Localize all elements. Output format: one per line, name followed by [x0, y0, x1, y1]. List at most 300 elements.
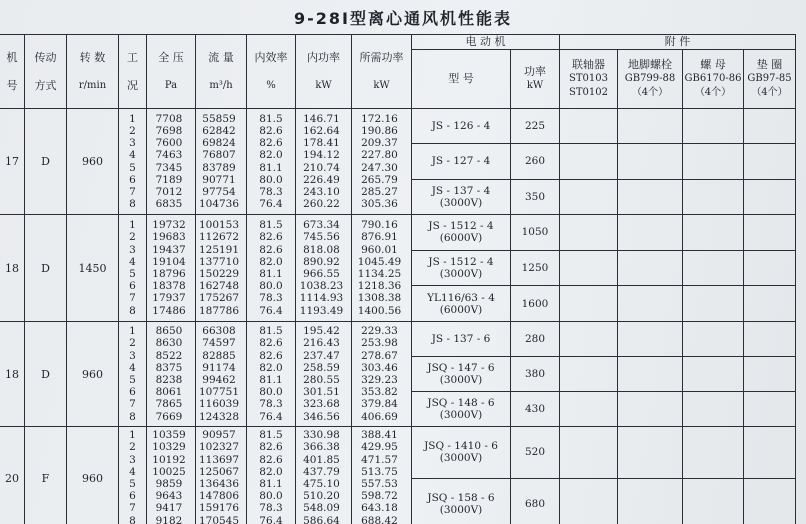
cell-value: 3 — [129, 137, 136, 150]
coupling-cell — [560, 215, 618, 322]
cell-value: 100153 — [198, 219, 240, 232]
cell-value: 10025 — [152, 465, 186, 478]
machine-number: 17 — [0, 109, 25, 215]
cell-value: 19732 — [152, 219, 186, 232]
rotation-speed: 960 — [67, 322, 119, 427]
cell-value: 102327 — [198, 441, 240, 454]
motor-row — [412, 215, 559, 251]
cell-value: 258.59 — [303, 361, 340, 374]
accessory-blank — [744, 109, 795, 144]
cell-value: 1 — [129, 112, 136, 125]
motor-model — [412, 479, 511, 524]
cell-value: 162748 — [198, 280, 240, 293]
cell-value: 78.3 — [259, 398, 283, 411]
cell-value: 8375 — [155, 361, 183, 374]
cell-value: 280.55 — [303, 374, 340, 386]
cell-value: 7189 — [155, 173, 183, 186]
cell-value: 99462 — [202, 374, 236, 386]
accessory-blank — [560, 109, 617, 144]
cell-value: 5 — [129, 161, 136, 174]
motor-power: 380 — [524, 368, 546, 380]
cell-value: 6835 — [155, 198, 183, 211]
efficiency-list — [247, 427, 296, 524]
cell-value: 81.1 — [259, 374, 283, 386]
cell-value: 137710 — [198, 255, 240, 268]
header-motor-power: 功率 kW — [524, 65, 546, 91]
cell-value: 1 — [129, 325, 136, 338]
inner-power-list — [296, 109, 352, 215]
header-efficiency: 内效率 % — [247, 35, 296, 109]
cell-value: 673.34 — [303, 219, 340, 232]
cell-value: 7 — [129, 398, 136, 411]
cell-value: 209.37 — [361, 137, 398, 150]
washer-cell — [744, 322, 796, 427]
condition-list — [119, 109, 147, 215]
rotation-speed: 1450 — [67, 215, 119, 322]
cell-value: 1218.36 — [357, 280, 402, 293]
accessory-blank — [560, 286, 617, 321]
cell-value: 243.10 — [303, 185, 340, 198]
motor-model — [412, 427, 511, 478]
drive-type: F — [25, 427, 67, 524]
motor-row — [412, 109, 559, 144]
motor-model — [412, 392, 511, 426]
accessory-blank — [683, 286, 743, 321]
motor-row — [412, 392, 559, 426]
coupling-cell — [560, 322, 618, 427]
cell-value: 82.6 — [259, 231, 283, 244]
cell-value: 260.22 — [303, 198, 340, 211]
cell-value: 159176 — [198, 502, 240, 515]
motor-power: 520 — [524, 446, 546, 459]
motor-power: 430 — [524, 403, 546, 415]
cell-value: 210.74 — [303, 161, 340, 174]
motor-voltage: (6000V) — [439, 303, 483, 316]
cell-value: 429.95 — [361, 441, 398, 454]
cell-value: 125067 — [198, 465, 240, 478]
motor-model-name: JSQ - 158 - 6 — [427, 491, 495, 504]
cell-value: 18378 — [152, 280, 186, 293]
cell-value: 10359 — [152, 429, 186, 442]
cell-value: 7865 — [155, 398, 183, 411]
cell-value: 237.47 — [303, 349, 340, 362]
cell-value: 8 — [129, 410, 136, 423]
motor-model-name: JS - 126 - 4 — [431, 120, 491, 133]
cell-value: 81.5 — [259, 325, 283, 338]
cell-value: 330.98 — [303, 429, 340, 442]
cell-value: 8650 — [155, 325, 183, 338]
accessory-blank — [744, 180, 795, 214]
table-row — [0, 427, 796, 524]
cell-value: 91174 — [202, 361, 236, 374]
cell-value: 104736 — [198, 198, 240, 211]
cell-value: 78.3 — [259, 185, 283, 198]
motor-voltage: (3000V) — [439, 503, 483, 516]
accessory-blank — [618, 180, 682, 214]
header-condition: 工 况 — [119, 35, 147, 109]
cell-value: 55859 — [202, 112, 236, 125]
cell-value: 125191 — [198, 243, 240, 256]
cell-value: 305.36 — [361, 198, 398, 211]
cell-value: 82.0 — [259, 149, 283, 162]
pressure-list — [147, 427, 196, 524]
cell-value: 7669 — [155, 410, 183, 423]
machine-number: 20 — [0, 427, 25, 524]
cell-value: 3 — [129, 453, 136, 466]
flow-list — [196, 109, 247, 215]
performance-table — [0, 34, 796, 524]
cell-value: 5 — [129, 374, 136, 386]
accessory-blank — [744, 286, 795, 321]
cell-value: 8 — [129, 514, 136, 524]
cell-value: 7012 — [155, 185, 183, 198]
motor-row — [412, 357, 559, 392]
cell-value: 8 — [129, 198, 136, 211]
cell-value: 1400.56 — [357, 304, 402, 317]
cell-value: 162.64 — [303, 124, 340, 137]
motor-power: 280 — [524, 333, 546, 345]
accessory-blank — [560, 357, 617, 392]
cell-value: 876.91 — [361, 231, 398, 244]
accessory-blank — [618, 286, 682, 321]
cell-value: 8630 — [155, 337, 183, 350]
cell-value: 82.0 — [259, 361, 283, 374]
accessory-blank — [560, 479, 617, 524]
header-flow: 流 量 m³/h — [196, 35, 247, 109]
condition-list — [119, 427, 147, 524]
motor-power: 260 — [524, 155, 546, 168]
cell-value: 136436 — [198, 478, 240, 490]
condition-list — [119, 215, 147, 322]
cell-value: 112672 — [198, 231, 240, 244]
nut-cell — [683, 427, 744, 524]
cell-value: 643.18 — [361, 502, 398, 515]
inner-power-list — [296, 427, 352, 524]
cell-value: 2 — [129, 124, 136, 137]
accessory-blank — [618, 322, 682, 357]
cell-value: 586.64 — [303, 514, 340, 524]
cell-value: 216.43 — [303, 337, 340, 350]
motor-cell — [412, 215, 560, 322]
header-required-power: 所需功率 kW — [352, 35, 412, 109]
cell-value: 4 — [129, 149, 136, 162]
cell-value: 90771 — [202, 173, 236, 186]
cell-value: 471.57 — [361, 453, 398, 466]
cell-value: 66308 — [202, 325, 236, 338]
cell-value: 406.69 — [361, 410, 398, 423]
cell-value: 76807 — [202, 149, 236, 162]
cell-value: 6 — [129, 490, 136, 503]
motor-model — [412, 357, 511, 391]
cell-value: 7463 — [155, 149, 183, 162]
motor-row — [412, 180, 559, 214]
cell-value: 82.6 — [259, 124, 283, 137]
motor-model-name: JSQ - 148 - 6 — [427, 397, 495, 409]
cell-value: 9859 — [155, 478, 183, 490]
accessory-blank — [744, 322, 795, 357]
cell-value: 278.67 — [361, 349, 398, 362]
inner-power-list — [296, 322, 352, 427]
cell-value: 82.6 — [259, 337, 283, 350]
pressure-list — [147, 109, 196, 215]
table-body — [0, 109, 796, 524]
cell-value: 4 — [129, 255, 136, 268]
cell-value: 6 — [129, 173, 136, 186]
cell-value: 195.42 — [303, 325, 340, 338]
motor-model-name: JS - 1512 - 4 — [428, 256, 494, 268]
accessory-blank — [744, 427, 795, 479]
header-anchor-bolt: 地脚螺栓 GB799-88 （4个） — [618, 50, 683, 109]
cell-value: 745.56 — [303, 231, 340, 244]
cell-value: 1 — [129, 429, 136, 442]
cell-value: 1308.38 — [357, 292, 402, 305]
accessory-blank — [683, 357, 743, 392]
cell-value: 81.1 — [259, 478, 283, 490]
cell-value: 388.41 — [361, 429, 398, 442]
cell-value: 146.71 — [303, 112, 340, 125]
motor-power: 1250 — [521, 262, 549, 274]
cell-value: 265.79 — [361, 173, 398, 186]
header-pressure: 全 压 Pa — [147, 35, 196, 109]
cell-value: 178.41 — [303, 137, 340, 150]
cell-value: 9417 — [155, 502, 183, 515]
cell-value: 82.6 — [259, 243, 283, 256]
washer-cell — [744, 109, 796, 215]
cell-value: 175267 — [198, 292, 240, 305]
nut-cell — [683, 215, 744, 322]
cell-value: 9643 — [155, 490, 183, 503]
accessory-blank — [560, 180, 617, 214]
accessory-blank — [618, 357, 682, 392]
anchor-bolt-cell — [618, 215, 683, 322]
washer-cell — [744, 427, 796, 524]
cell-value: 74597 — [202, 337, 236, 350]
cell-value: 62842 — [202, 124, 236, 137]
cell-value: 82.6 — [259, 441, 283, 454]
cell-value: 301.51 — [303, 386, 340, 399]
accessory-blank — [683, 251, 743, 287]
cell-value: 82885 — [202, 349, 236, 362]
cell-value: 76.4 — [259, 514, 283, 524]
cell-value: 818.08 — [303, 243, 340, 256]
accessory-blank — [618, 427, 682, 479]
cell-value: 19437 — [152, 243, 186, 256]
cell-value: 9182 — [155, 514, 183, 524]
cell-value: 7698 — [155, 124, 183, 137]
header-speed: 转 数 r/min — [67, 35, 119, 109]
washer-cell — [744, 215, 796, 322]
inner-power-list — [296, 215, 352, 322]
accessory-blank — [683, 392, 743, 426]
cell-value: 1045.49 — [357, 255, 402, 268]
cell-value: 190.86 — [361, 124, 398, 137]
cell-value: 124328 — [198, 410, 240, 423]
motor-row — [412, 322, 559, 357]
cell-value: 170545 — [198, 514, 240, 524]
machine-number: 18 — [0, 215, 25, 322]
motor-row — [412, 479, 559, 524]
cell-value: 2 — [129, 231, 136, 244]
cell-value: 513.75 — [361, 465, 398, 478]
motor-power: 350 — [524, 190, 546, 203]
accessory-blank — [560, 392, 617, 426]
accessory-blank — [744, 392, 795, 426]
cell-value: 2 — [129, 441, 136, 454]
motor-model — [412, 322, 511, 356]
cell-value: 688.42 — [361, 514, 398, 524]
required-power-list — [352, 109, 412, 215]
accessory-blank — [618, 479, 682, 524]
accessory-blank — [683, 479, 743, 524]
cell-value: 76.4 — [259, 198, 283, 211]
cell-value: 1193.49 — [299, 304, 344, 317]
accessory-blank — [683, 427, 743, 479]
coupling-cell — [560, 109, 618, 215]
cell-value: 82.0 — [259, 465, 283, 478]
motor-model — [412, 215, 511, 250]
accessory-blank — [618, 392, 682, 426]
table-header — [0, 35, 796, 109]
cell-value: 80.0 — [259, 173, 283, 186]
pressure-list — [147, 322, 196, 427]
cell-value: 82.6 — [259, 453, 283, 466]
cell-value: 83789 — [202, 161, 236, 174]
cell-value: 116039 — [198, 398, 240, 411]
motor-row — [412, 427, 559, 479]
machine-number: 18 — [0, 322, 25, 427]
motor-model — [412, 251, 511, 286]
cell-value: 10192 — [152, 453, 186, 466]
motor-voltage: (3000V) — [439, 374, 483, 386]
cell-value: 8 — [129, 304, 136, 317]
cell-value: 7708 — [155, 112, 183, 125]
cell-value: 19104 — [152, 255, 186, 268]
table-row — [0, 322, 796, 427]
header-drive: 传动 方式 — [25, 35, 67, 109]
cell-value: 82.0 — [259, 255, 283, 268]
motor-row — [412, 251, 559, 287]
cell-value: 8238 — [155, 374, 183, 386]
header-motor: 电 动 机 — [412, 35, 560, 50]
header-nut: 螺 母 GB6170-86 （4个） — [683, 50, 744, 109]
header-motor-sub — [412, 50, 560, 109]
cell-value: 548.09 — [303, 502, 340, 515]
cell-value: 17486 — [152, 304, 186, 317]
cell-value: 19683 — [152, 231, 186, 244]
motor-model-name: JS - 1512 - 4 — [428, 220, 494, 233]
drive-type: D — [25, 109, 67, 215]
accessory-blank — [618, 109, 682, 144]
cell-value: 960.01 — [361, 243, 398, 256]
cell-value: 1114.93 — [299, 292, 344, 305]
cell-value: 78.3 — [259, 292, 283, 305]
cell-value: 172.16 — [361, 112, 398, 125]
cell-value: 8522 — [155, 349, 183, 362]
cell-value: 1134.25 — [357, 268, 402, 280]
motor-model-name: JSQ - 1410 - 6 — [424, 440, 498, 453]
cell-value: 7600 — [155, 137, 183, 150]
cell-value: 7 — [129, 502, 136, 515]
cell-value: 82.6 — [259, 137, 283, 150]
motor-power: 680 — [524, 497, 546, 510]
motor-cell — [412, 322, 560, 427]
flow-list — [196, 322, 247, 427]
cell-value: 17937 — [152, 292, 186, 305]
cell-value: 150229 — [198, 268, 240, 280]
cell-value: 247.30 — [361, 161, 398, 174]
motor-voltage: (3000V) — [439, 268, 483, 280]
accessory-blank — [560, 427, 617, 479]
cell-value: 69824 — [202, 137, 236, 150]
required-power-list — [352, 215, 412, 322]
accessory-blank — [618, 144, 682, 179]
cell-value: 5 — [129, 478, 136, 490]
cell-value: 3 — [129, 349, 136, 362]
header-machine: 机 号 — [0, 35, 25, 109]
cell-value: 90957 — [202, 429, 236, 442]
cell-value: 966.55 — [303, 268, 340, 280]
coupling-cell — [560, 427, 618, 524]
cell-value: 107751 — [198, 386, 240, 399]
cell-value: 18796 — [152, 268, 186, 280]
header-motor-model: 型 号 — [412, 50, 511, 108]
rotation-speed: 960 — [67, 109, 119, 215]
cell-value: 81.5 — [259, 429, 283, 442]
cell-value: 285.27 — [361, 185, 398, 198]
cell-value: 80.0 — [259, 280, 283, 293]
accessory-blank — [744, 215, 795, 251]
table-row — [0, 215, 796, 322]
cell-value: 81.1 — [259, 268, 283, 280]
cell-value: 6 — [129, 280, 136, 293]
cell-value: 7345 — [155, 161, 183, 174]
motor-model-name: JS - 137 - 4 — [431, 184, 491, 197]
cell-value: 7 — [129, 185, 136, 198]
cell-value: 187786 — [198, 304, 240, 317]
cell-value: 475.10 — [303, 478, 340, 490]
cell-value: 510.20 — [303, 490, 340, 503]
drive-type: D — [25, 215, 67, 322]
cell-value: 1 — [129, 219, 136, 232]
drive-type: D — [25, 322, 67, 427]
cell-value: 4 — [129, 465, 136, 478]
accessory-blank — [744, 357, 795, 392]
cell-value: 366.38 — [303, 441, 340, 454]
cell-value: 10329 — [152, 441, 186, 454]
nut-cell — [683, 109, 744, 215]
table-title: 9-28Ⅰ型离心通风机性能表 — [294, 9, 512, 28]
motor-row — [412, 144, 559, 179]
accessory-blank — [683, 144, 743, 179]
accessory-blank — [744, 144, 795, 179]
motor-model — [412, 109, 511, 143]
cell-value: 2 — [129, 337, 136, 350]
accessory-blank — [744, 479, 795, 524]
cell-value: 253.98 — [361, 337, 398, 350]
cell-value: 329.23 — [361, 374, 398, 386]
cell-value: 81.5 — [259, 219, 283, 232]
motor-voltage: (3000V) — [439, 409, 483, 421]
efficiency-list — [247, 322, 296, 427]
cell-value: 6 — [129, 386, 136, 399]
motor-voltage: (3000V) — [439, 452, 483, 465]
cell-value: 5 — [129, 268, 136, 280]
cell-value: 76.4 — [259, 304, 283, 317]
anchor-bolt-cell — [618, 322, 683, 427]
efficiency-list — [247, 215, 296, 322]
accessory-blank — [683, 180, 743, 214]
cell-value: 790.16 — [361, 219, 398, 232]
